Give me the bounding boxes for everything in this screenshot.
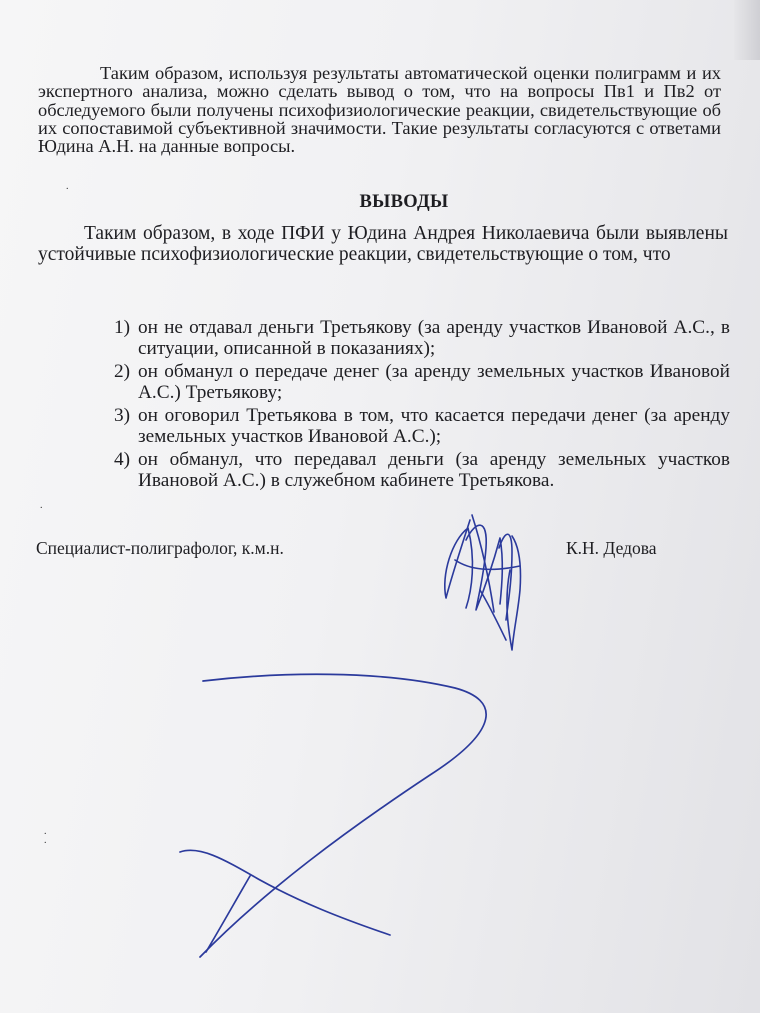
signature-mark	[445, 515, 521, 650]
paragraph-analysis-result: Таким образом, используя результаты автоматической оценки полиграмм и их экспертного анализа, можно сделать вывод о том, что на вопросы Пв1 и Пв2 от обследуемого были получены психофизиологические реакции, свидетельствующие об их сопоставимой субъективной значимости. Такие результаты согласуются с ответами Юдина А.Н. на данные вопросы.	[38, 63, 721, 157]
speck: .	[40, 500, 43, 511]
list-item-text: он оговорил Третьякова в том, что касается передачи денег (за аренду земельных участков Ивановой А.С.);	[138, 405, 730, 447]
signatory-name: К.Н. Дедова	[566, 538, 657, 558]
speck: .	[44, 826, 47, 837]
list-item-number: 1)	[114, 317, 131, 338]
list-item-text: он обманул о передаче денег (за аренду земельных участков Ивановой А.С.) Третьякову;	[138, 361, 730, 403]
list-item-number: 3)	[114, 405, 131, 426]
cross-out-scribble	[180, 674, 486, 957]
list-item-text: он обманул, что передавал деньги (за аренду земельных участков Ивановой А.С.) в служебном кабинете Третьякова.	[138, 449, 730, 491]
speck: .	[44, 835, 47, 846]
speck: .	[66, 181, 69, 192]
signatory-title: Специалист-полиграфолог, к.м.н.	[36, 538, 284, 558]
list-item-number: 4)	[114, 449, 131, 470]
section-heading-conclusions: ВЫВОДЫ	[359, 192, 449, 212]
list-item-number: 2)	[114, 361, 131, 382]
list-item-text: он не отдавал деньги Третьякову (за аренду участков Ивановой А.С., в ситуации, описанной в показаниях);	[138, 317, 730, 359]
paragraph-conclusions-intro: Таким образом, в ходе ПФИ у Юдина Андрея Николаевича были выявлены устойчивые психофизиологические реакции, свидетельствующие о том, что	[38, 223, 728, 265]
